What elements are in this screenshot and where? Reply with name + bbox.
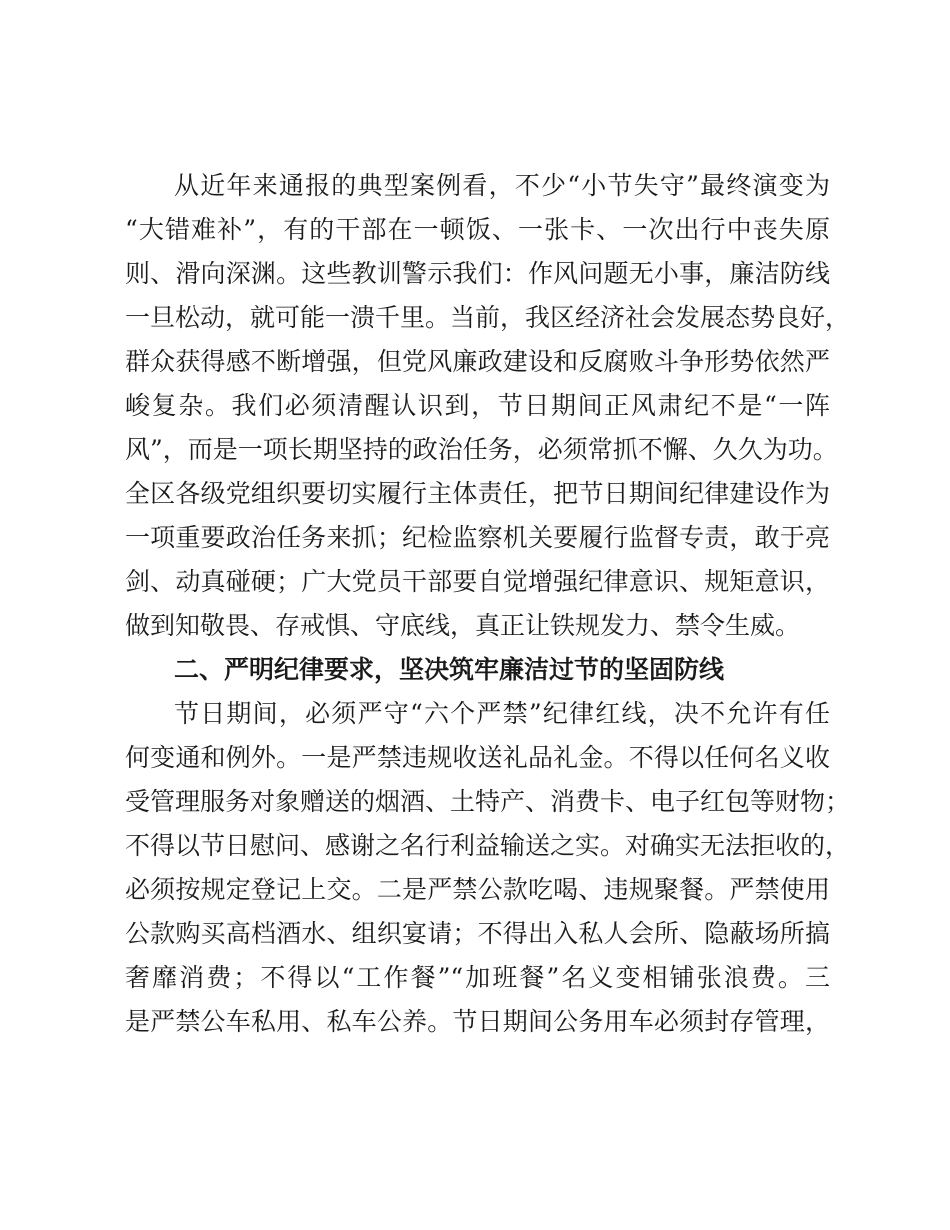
paragraph-1-line-1: 从近年来通报的典型案例看，不少“小节失守”最终演变为 <box>174 171 830 200</box>
paragraph-1-line-2: “大错难补”，有的干部在一顿饭、一张卡、一次出行中丧失原 <box>125 215 830 244</box>
paragraph-1-line-7: 风”，而是一项长期坚持的政治任务，必须常抓不懈、久久为功。 <box>125 435 838 464</box>
paragraph-2-line-8: 是严禁公车私用、私车公养。节日期间公务用车必须封存管理， <box>125 1007 830 1036</box>
paragraph-1-line-8: 全区各级党组织要切实履行主体责任，把节日期间纪律建设作为 <box>125 479 830 508</box>
paragraph-2-line-2: 何变通和例外。一是严禁违规收送礼品礼金。不得以任何名义收 <box>125 743 830 772</box>
paragraph-2-line-6: 公款购买高档酒水、组织宴请；不得出入私人会所、隐蔽场所搞 <box>125 919 830 948</box>
paragraph-1-line-10: 剑、动真碰硬；广大党员干部要自觉增强纪律意识、规矩意识， <box>125 567 830 596</box>
paragraph-1-line-5: 群众获得感不断增强，但党风廉政建设和反腐败斗争形势依然严 <box>125 347 830 376</box>
paragraph-2-line-5: 必须按规定登记上交。二是严禁公款吃喝、违规聚餐。严禁使用 <box>125 875 830 904</box>
paragraph-1-line-9: 一项重要政治任务来抓；纪检监察机关要履行监督专责，敢于亮 <box>125 523 830 552</box>
paragraph-1-line-4: 一旦松动，就可能一溃千里。当前，我区经济社会发展态势良好， <box>125 303 851 332</box>
paragraph-2-line-4: 不得以节日慰问、感谢之名行利益输送之实。对确实无法拒收的， <box>125 831 851 860</box>
paragraph-2-line-3: 受管理服务对象赠送的烟酒、土特产、消费卡、电子红包等财物； <box>125 787 851 816</box>
paragraph-1-line-3: 则、滑向深渊。这些教训警示我们：作风问题无小事，廉洁防线 <box>125 259 830 288</box>
paragraph-1-line-11: 做到知敬畏、存戒惧、守底线，真正让铁规发力、禁令生威。 <box>125 611 801 640</box>
paragraph-1-line-6: 峻复杂。我们必须清醒认识到，节日期间正风肃纪不是“一阵 <box>125 391 830 420</box>
paragraph-2-line-7: 奢靡消费；不得以“工作餐”“加班餐”名义变相铺张浪费。三 <box>125 963 830 992</box>
paragraph-2-line-1: 节日期间，必须严守“六个严禁”纪律红线，决不允许有任 <box>174 699 830 728</box>
section-heading: 二、严明纪律要求，坚决筑牢廉洁过节的坚固防线 <box>174 655 725 684</box>
